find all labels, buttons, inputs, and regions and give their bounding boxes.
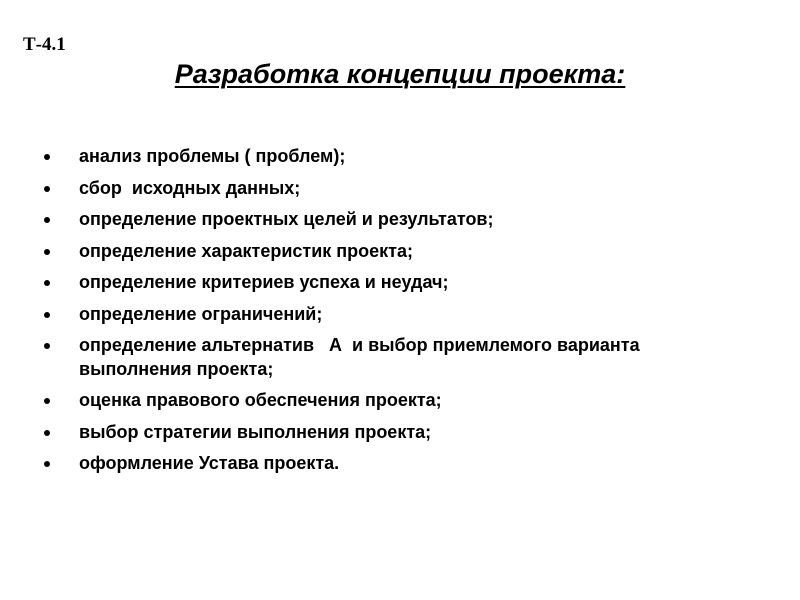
list-item [40,389,740,413]
list-item [40,334,740,381]
list-item [40,452,740,476]
slide-title: Разработка концепции проекта: [174,59,626,89]
slide-number-label: Т-4.1 [23,34,66,55]
list-item-text: сбор исходных данных; [79,177,301,198]
list-item-text: оформление Устава проекта. [79,453,340,473]
bullet-icon [44,217,50,223]
list-item-text: определение ограничений; [79,303,323,324]
list-item-text: определение альтернатив А и выбор приемлемого варианта выполнения проекта; [79,335,645,379]
bullet-icon [44,461,50,467]
bullet-icon [44,343,50,349]
list-item [40,208,740,232]
list-item-text: выбор стратегии выполнения проекта; [79,421,432,442]
list-item-text: определение характеристик проекта; [79,240,413,261]
list-item [40,145,740,169]
bullet-icon [44,154,50,160]
list-item-text: определение проектных целей и результатов; [79,209,494,229]
list-item-text: оценка правового обеспечения проекта; [79,390,442,410]
list-item [40,421,740,445]
bullet-icon [44,249,50,255]
bullet-icon [44,398,50,404]
bullet-icon [44,312,50,318]
bullet-list [40,145,740,484]
bullet-icon [44,430,50,436]
bullet-icon [44,186,50,192]
bullet-icon [44,280,50,286]
list-item-text: определение критериев успеха и неудач; [79,272,449,292]
list-item [40,240,740,264]
list-item [40,271,740,295]
list-item [40,177,740,201]
list-item [40,303,740,327]
list-item-text: анализ проблемы ( проблем); [79,146,346,166]
